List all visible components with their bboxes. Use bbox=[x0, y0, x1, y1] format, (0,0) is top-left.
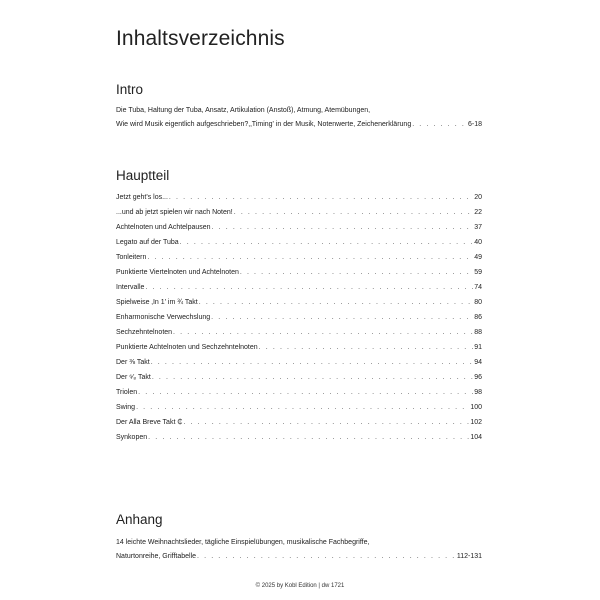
leader-dots bbox=[138, 389, 473, 396]
leader-dots bbox=[148, 434, 469, 441]
leader-dots bbox=[212, 224, 474, 231]
section-heading-hauptteil: Hauptteil bbox=[116, 168, 170, 183]
toc-entry[interactable] bbox=[116, 254, 482, 264]
toc-entry-label: ...und ab jetzt spielen wir nach Noten! bbox=[116, 209, 233, 216]
leader-dots bbox=[259, 344, 474, 351]
leader-dots bbox=[234, 209, 473, 216]
toc-entry-label: Intervalle bbox=[116, 284, 145, 291]
toc-entry-label: Legato auf der Tuba bbox=[116, 239, 179, 246]
toc-entry-page: 37 bbox=[474, 224, 482, 231]
section-heading-anhang: Anhang bbox=[116, 512, 163, 527]
toc-entry-page: 22 bbox=[474, 209, 482, 216]
toc-entry-label: Enharmonische Verwechslung bbox=[116, 314, 211, 321]
toc-entry-page: 59 bbox=[474, 269, 482, 276]
toc-entry[interactable] bbox=[116, 404, 482, 414]
toc-entry-label: Synkopen bbox=[116, 434, 148, 441]
intro-line-1: Die Tuba, Haltung der Tuba, Ansatz, Artikulation (Anstoß), Atmung, Atemübungen, bbox=[116, 107, 371, 114]
toc-entry-anhang[interactable] bbox=[116, 553, 482, 563]
toc-entry-label: Sechzehntelnoten bbox=[116, 329, 173, 336]
toc-entry-page: 6-18 bbox=[467, 121, 482, 128]
toc-entry-label: Swing bbox=[116, 404, 136, 411]
leader-dots bbox=[197, 553, 456, 560]
toc-entry[interactable] bbox=[116, 419, 482, 429]
toc-entry[interactable] bbox=[116, 284, 482, 294]
leader-dots bbox=[199, 299, 473, 306]
toc-entry-page: 102 bbox=[470, 419, 482, 426]
toc-entry-label: Tonleitern bbox=[116, 254, 147, 261]
toc-entry[interactable] bbox=[116, 344, 482, 354]
toc-entry-page: 88 bbox=[474, 329, 482, 336]
toc-entry-intro[interactable] bbox=[116, 121, 482, 131]
toc-entry-label: Punktierte Viertelnoten und Achtelnoten bbox=[116, 269, 239, 276]
anhang-line-1: 14 leichte Weihnachtslieder, tägliche Einspielübungen, musikalische Fachbegriffe, bbox=[116, 539, 370, 546]
toc-entry-page: 80 bbox=[474, 299, 482, 306]
toc-entry-page: 98 bbox=[474, 389, 482, 396]
leader-dots bbox=[211, 314, 473, 321]
toc-entry[interactable] bbox=[116, 269, 482, 279]
toc-entry-label: Wie wird Musik eigentlich aufgeschrieben?,‚Timing' in der Musik, Notenwerte, Zeichenerklärung bbox=[116, 121, 412, 128]
toc-entry-page: 96 bbox=[474, 374, 482, 381]
toc-entry[interactable] bbox=[116, 329, 482, 339]
toc-entry-page: 20 bbox=[474, 194, 482, 201]
toc-entry-page: 112-131 bbox=[456, 553, 482, 560]
toc-entry-page: 86 bbox=[474, 314, 482, 321]
toc-entry[interactable] bbox=[116, 239, 482, 249]
toc-entry[interactable] bbox=[116, 209, 482, 219]
toc-entry-page: 104 bbox=[470, 434, 482, 441]
toc-entry-label: Jetzt geht's los... bbox=[116, 194, 168, 201]
leader-dots bbox=[151, 359, 473, 366]
toc-entry-page: 74 bbox=[474, 284, 482, 291]
leader-dots bbox=[136, 404, 469, 411]
toc-entry-page: 40 bbox=[474, 239, 482, 246]
toc-entry-label: Triolen bbox=[116, 389, 138, 396]
toc-entry[interactable] bbox=[116, 224, 482, 234]
toc-entry-page: 100 bbox=[470, 404, 482, 411]
leader-dots bbox=[183, 419, 469, 426]
leader-dots bbox=[180, 239, 474, 246]
toc-entry-label: Spielweise ‚In 1' im ¾ Takt bbox=[116, 299, 198, 306]
page-title: Inhaltsverzeichnis bbox=[116, 27, 285, 50]
leader-dots bbox=[412, 121, 467, 128]
toc-entry[interactable] bbox=[116, 194, 482, 204]
leader-dots bbox=[145, 284, 473, 291]
toc-entry-page: 49 bbox=[474, 254, 482, 261]
toc-entry-label: Naturtonreihe, Grifftabelle bbox=[116, 553, 197, 560]
toc-entry[interactable] bbox=[116, 389, 482, 399]
toc-entry-label: Achtelnoten und Achtelpausen bbox=[116, 224, 211, 231]
toc-entry[interactable] bbox=[116, 314, 482, 324]
toc-entry[interactable] bbox=[116, 299, 482, 309]
leader-dots bbox=[173, 329, 473, 336]
toc-entry[interactable] bbox=[116, 359, 482, 369]
toc-entry-label: Punktierte Achtelnoten und Sechzehntelnoten bbox=[116, 344, 258, 351]
toc-entry-page: 91 bbox=[474, 344, 482, 351]
leader-dots bbox=[240, 269, 473, 276]
toc-entry-label: Der Alla Breve Takt ₵ bbox=[116, 419, 183, 426]
leader-dots bbox=[152, 374, 473, 381]
toc-entry[interactable] bbox=[116, 434, 482, 444]
toc-entry[interactable] bbox=[116, 374, 482, 384]
leader-dots bbox=[169, 194, 473, 201]
toc-entry-page: 94 bbox=[474, 359, 482, 366]
footer-copyright: © 2025 by Kobl Edition | dw 1721 bbox=[255, 583, 345, 589]
leader-dots bbox=[147, 254, 473, 261]
toc-entry-label: Der ⅜ Takt bbox=[116, 359, 150, 366]
toc-entry-label: Der ⁶⁄₈ Takt bbox=[116, 374, 151, 381]
section-heading-intro: Intro bbox=[116, 82, 144, 97]
